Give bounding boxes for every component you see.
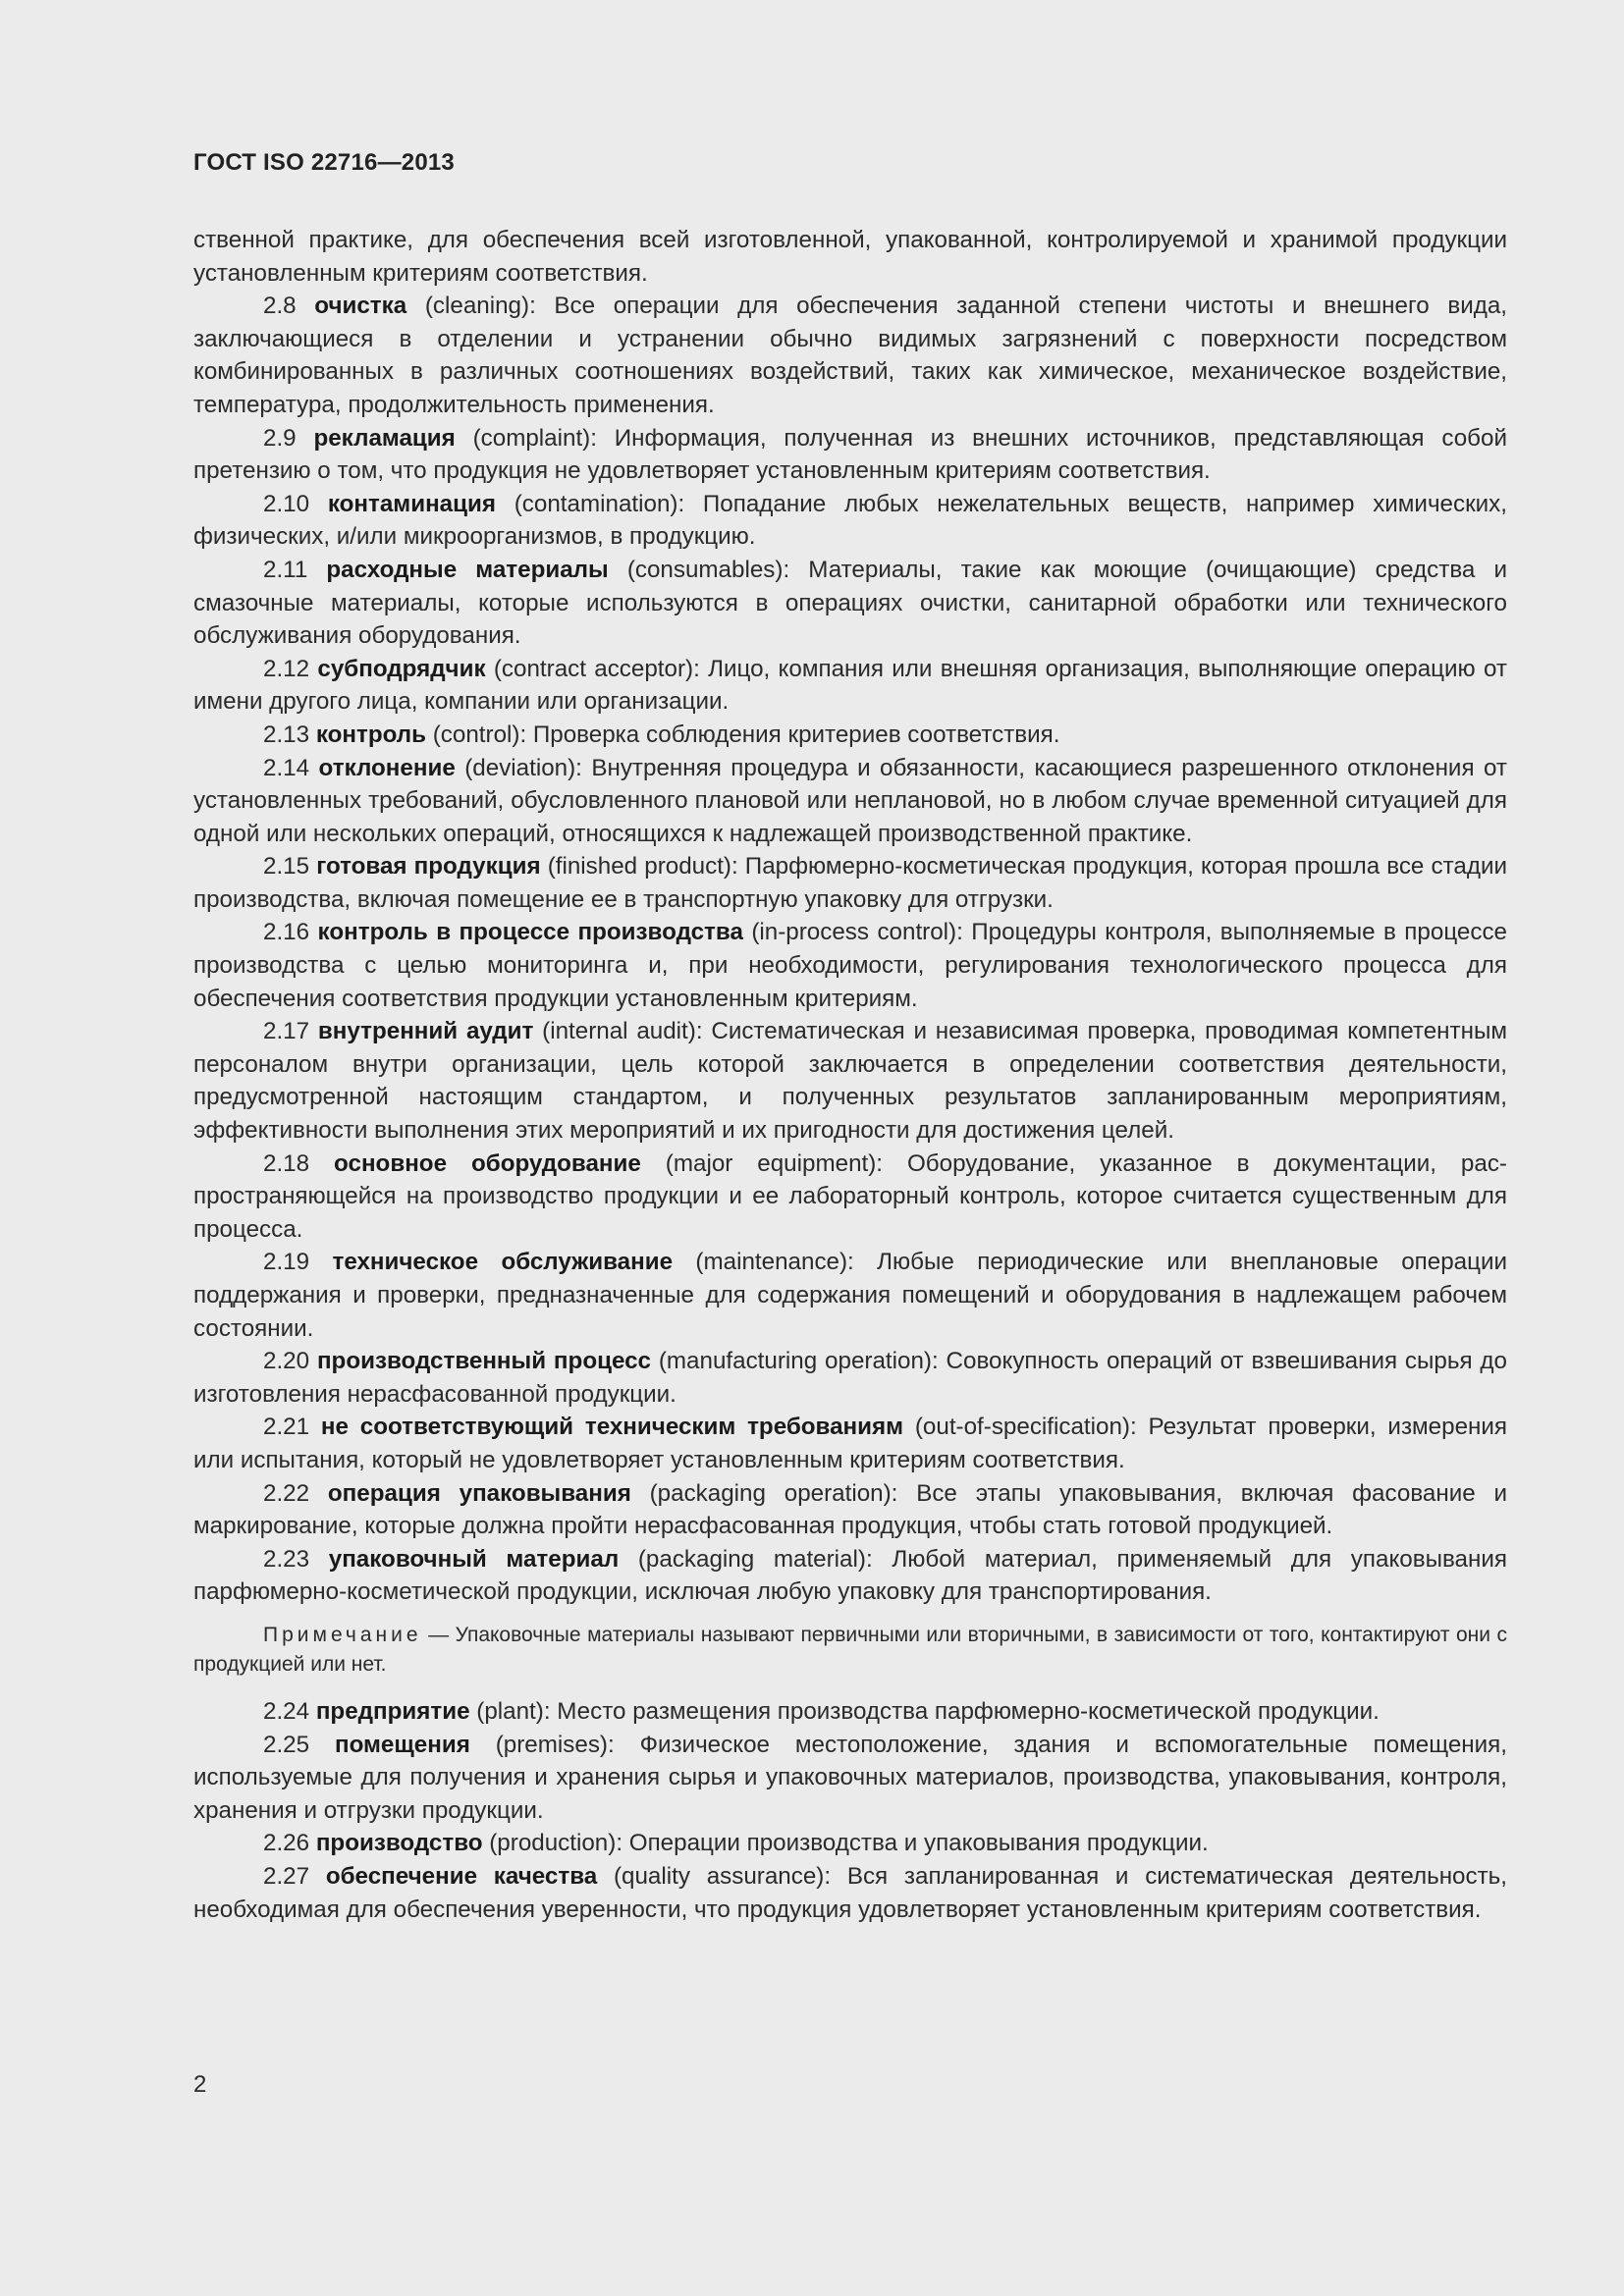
definition-entry [193, 752, 1507, 851]
definition-entry [193, 1827, 1507, 1860]
definition-term: основное оборудование [334, 1149, 641, 1177]
definition-term: готовая продукция [316, 853, 541, 881]
definition-entry [193, 1148, 1507, 1247]
definition-number: 2.15 [263, 853, 310, 881]
definition-term: контроль [315, 721, 427, 748]
note-text: — Упаковочные материалы называют первичными или вторичными, в зависимости от того, контактируют они с продукцией или нет. [193, 1623, 1507, 1676]
definition-text: (major equipment): Оборудование, указанное в документации, распространяющейся на производство продукции и ее лабораторный контроль, которое считается существенным для процесса. [193, 1149, 1507, 1243]
definition-text: (complaint): Информация, полученная из внешних источников, представляющая собой претензию о том, что продукция не удовлетворяет установленным критериям соответствия. [193, 424, 1507, 485]
definition-number: 2.26 [263, 1830, 310, 1857]
definition-number: 2.13 [263, 721, 310, 748]
definition-text: (contract acceptor): Лицо, компания или внешняя организация, выполняющие операцию от имени другого лица, компании или организации. [193, 655, 1507, 716]
definition-term: предприятие [315, 1697, 470, 1725]
definition-entry [193, 1543, 1507, 1609]
definition-term: производство [315, 1830, 483, 1857]
definition-term: рекламация [313, 424, 456, 452]
definition-entry [193, 719, 1507, 752]
definitions-list [193, 290, 1507, 1609]
definition-term: внутренний аудит [317, 1018, 534, 1045]
definition-text: (deviation): Внутренняя процедура и обязанности, касающиеся разрешенного отклонения от установленных требований, обусловленного плановой или неплановой, но в любом случае временной ситуацией для одной или нескольких операций, относящихся к надлежащей производственной практике. [193, 754, 1507, 847]
definition-text: (packaging operation): Все этапы упаковывания, включая фасование и маркирование, которые должна пройти нерасфасованная продукция, чтобы стать готовой продукцией. [193, 1479, 1507, 1540]
definition-term: расходные материалы [326, 556, 609, 583]
definition-text: (premises): Физическое местоположение, здания и вспомогательные помещения, используемые для получения и хранения сырья и упаковочных материалов, производства, упаковывания, контроля, хранения и отгрузки продукции. [193, 1731, 1507, 1824]
definition-number: 2.16 [263, 919, 310, 946]
definition-number: 2.8 [263, 293, 297, 320]
definition-number: 2.22 [263, 1479, 310, 1507]
definition-number: 2.12 [263, 655, 310, 682]
definition-number: 2.23 [263, 1545, 310, 1573]
definition-number: 2.20 [263, 1348, 310, 1375]
definition-term: производственный процесс [316, 1348, 651, 1375]
document-body [193, 224, 1507, 1926]
definition-number: 2.21 [263, 1414, 310, 1441]
definition-text: (control): Проверка соблюдения критериев соответствия. [426, 721, 1060, 748]
definition-text: (quality assurance): Вся запланированная и систематическая деятельность, необходимая для обеспечения уверенности, что продукция удовлетворяет установленным критериям соответствия. [193, 1862, 1507, 1923]
definition-text: (finished product): Парфюмерно-косметическая продукция, которая прошла все стадии производства, включая помещение ее в транспортную упаковку для отгрузки. [193, 853, 1507, 913]
definition-text: (maintenance): Любые периодические или внеплановые операции поддержания и проверки, предназначенные для содержания помещений и оборудования в надлежащем рабочем состоянии. [193, 1249, 1507, 1342]
definition-term: обеспечение качества [325, 1862, 598, 1890]
definition-number: 2.17 [263, 1018, 310, 1045]
definition-entry [193, 1477, 1507, 1543]
definition-number: 2.14 [263, 754, 310, 781]
definition-number: 2.27 [263, 1862, 310, 1890]
definition-term: помещения [334, 1731, 470, 1758]
definition-entry [193, 1345, 1507, 1411]
definition-number: 2.10 [263, 490, 310, 517]
definition-number: 2.25 [263, 1731, 310, 1758]
definition-entry [193, 290, 1507, 421]
definition-entry [193, 488, 1507, 554]
continuation-paragraph: ственной практике, для обеспечения всей изготовленной, упакованной, контролируемой и хранимой продукции установленным критериям соответствия. [193, 227, 1507, 287]
definitions-list-continued [193, 1695, 1507, 1926]
definition-text: (packaging material): Любой материал, применяемый для упаковывания парфюмерно-косметической продукции, исключая любую упаковку для транспортирования. [193, 1545, 1507, 1606]
definition-text: (consumables): Материалы, такие как моющие (очищающие) средства и смазочные материалы, которые используются в операциях очистки, санитарной обработки или технического обслуживания оборудования. [193, 556, 1507, 650]
definition-text: (production): Операции производства и упаковывания продукции. [482, 1830, 1209, 1857]
definition-entry [193, 1015, 1507, 1147]
definition-term: упаковочный материал [328, 1545, 620, 1573]
note [193, 1621, 1507, 1680]
definition-entry [193, 1411, 1507, 1476]
definition-entry [193, 850, 1507, 916]
definition-term: отклонение [318, 754, 456, 781]
definition-entry [193, 653, 1507, 719]
definition-number: 2.9 [263, 424, 297, 452]
definition-entry [193, 422, 1507, 488]
definition-term: контроль в процессе производства [317, 919, 743, 946]
definition-text: (internal audit): Систематическая и независимая проверка, проводимая компетентным персоналом внутри организации, цель которой заключается в определении соответствия деятельности, предусмотренной настоящим стандартом, и полученных результатов запланированным мероприятиям, эффективности выполнения этих мероприятий и их пригодности для достижения целей. [193, 1018, 1507, 1145]
definition-term: операция упаковывания [327, 1479, 631, 1507]
definition-entry [193, 554, 1507, 653]
definition-entry [193, 1860, 1507, 1926]
definition-term: контаминация [327, 490, 496, 517]
definition-term: не соответствующий техническим требованиям [320, 1414, 904, 1441]
definition-text: (plant): Место размещения производства парфюмерно-косметической продукции. [469, 1697, 1380, 1725]
definition-number: 2.18 [263, 1149, 310, 1177]
note-label: Примечание [263, 1623, 422, 1646]
document-header: ГОСТ ISO 22716—2013 [193, 149, 455, 176]
definition-text: (in-process control): Процедуры контроля, выполняемые в процессе производства с целью мониторинга и, при необходимости, регулирования технологического процесса для обеспечения соответствия продукции установленным критериям. [193, 919, 1507, 1012]
definition-term: субподрядчик [317, 655, 486, 682]
definition-term: очистка [314, 293, 407, 320]
definition-text: (out-of-specification): Результат проверки, измерения или испытания, который не удовлетворяет установленным критериям соответствия. [193, 1414, 1507, 1473]
page-number: 2 [193, 2071, 207, 2098]
definition-entry [193, 1246, 1507, 1345]
definition-entry [193, 916, 1507, 1015]
definition-number: 2.24 [263, 1697, 310, 1725]
definition-term: техническое обслуживание [332, 1249, 674, 1276]
definition-entry [193, 1729, 1507, 1828]
definition-text: (manufacturing operation): Совокупность операций от взвешивания сырья до изготовления нерасфасованной продукции. [193, 1348, 1507, 1408]
definition-entry [193, 1695, 1507, 1729]
definition-number: 2.11 [263, 556, 308, 583]
definition-text: (contamination): Попадание любых нежелательных веществ, например химических, физических, и/или микроорганизмов, в продукцию. [193, 490, 1507, 551]
definition-number: 2.19 [263, 1249, 310, 1276]
definition-text: (cleaning): Все операции для обеспечения заданной степени чистоты и внешнего вида, заключающиеся в отделении и устранении обычно видимых загрязнений с поверхности посредством комбинированных в различных соотношениях воздействий, таких как химическое, механическое воздействие, температура, продолжительность применения. [193, 293, 1507, 418]
